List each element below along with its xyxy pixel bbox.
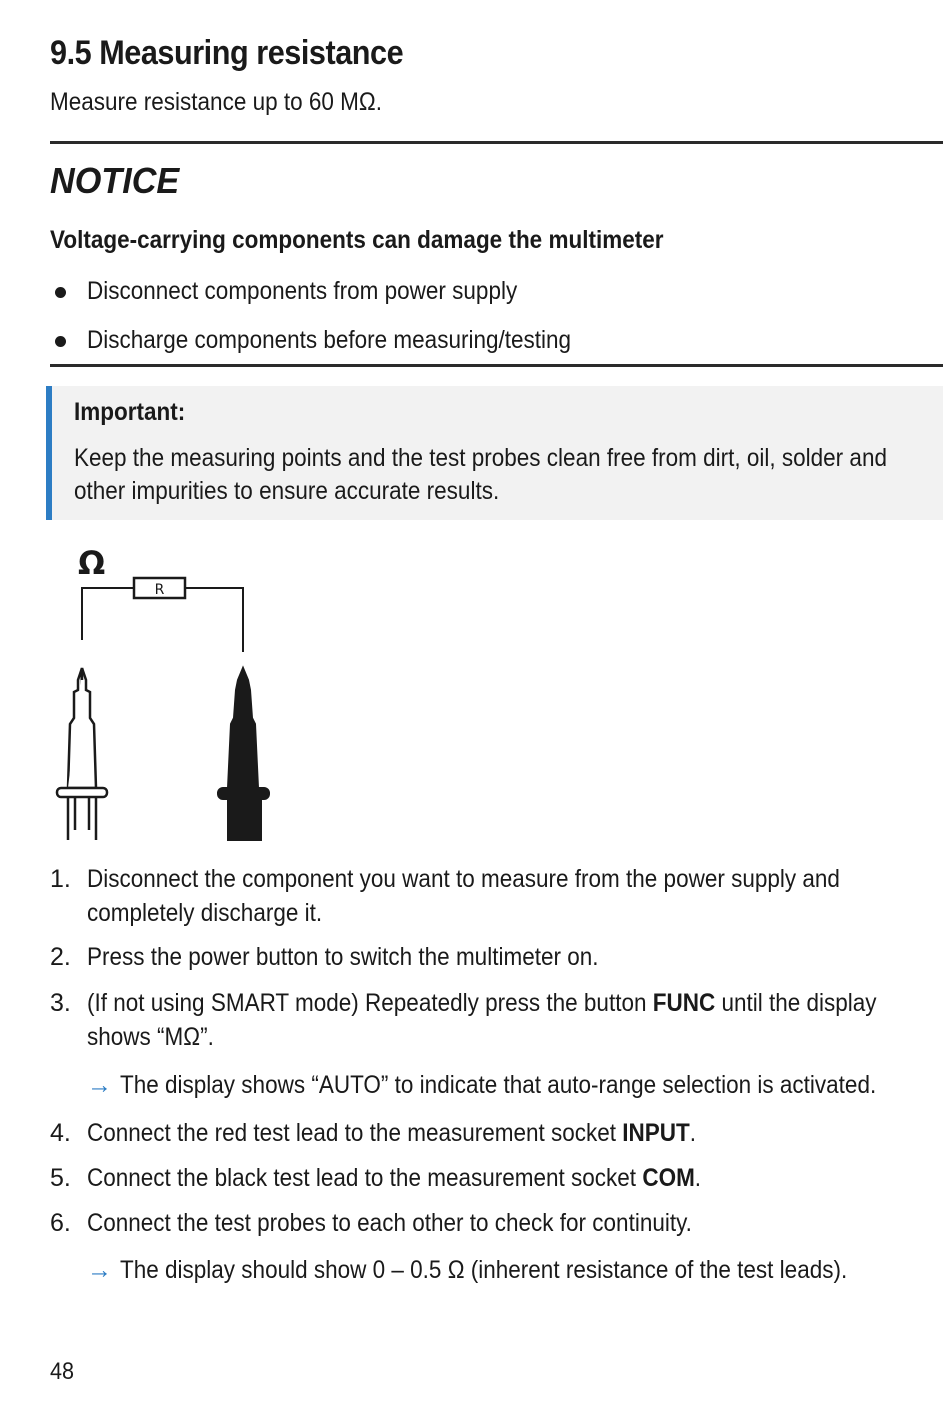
notice-bullet-text: Discharge components before measuring/testing [87,326,572,354]
step-text: Press the power button to switch the multimeter on. [87,943,599,971]
step-text [87,1161,942,1195]
result-text: The display should show 0 – 0.5 Ω (inherent resistance of the test leads). [120,1256,848,1284]
resistance-measurement-diagram [50,540,310,845]
section-title: 9.5 Measuring resistance [50,34,404,72]
right-arrow-icon: → [87,1256,112,1284]
step-text: Disconnect the component you want to measure from the power supply and completely discharge it. [87,865,840,927]
important-text: Keep the measuring points and the test probes clean free from dirt, oil, solder and other impurities to ensure accurate results. [74,444,887,505]
result-line [87,1071,950,1100]
input-socket-label: INPUT [622,1119,690,1147]
step-number: 1. [50,865,71,893]
step-number: 4. [50,1119,71,1147]
section-subtitle: Measure resistance up to 60 MΩ. [50,88,382,116]
step-text: Connect the test probes to each other to check for continuity. [87,1209,692,1237]
important-box [46,386,943,520]
right-arrow-icon: → [87,1071,112,1099]
notice-subheading: Voltage-carrying components can damage the multimeter [50,226,664,254]
step-text-part: Connect the black test lead to the measurement socket [87,1164,643,1192]
step-text-part: until the display shows “MΩ”. [87,989,877,1051]
bullet-icon [55,336,66,347]
ohm-symbol: Ω [78,544,106,582]
step-number: 2. [50,943,71,971]
resistor-label: R [154,582,165,598]
step-number: 6. [50,1209,71,1237]
step-number: 3. [50,989,71,1017]
black-test-probe-icon [218,668,269,840]
func-button-label: FUNC [652,989,716,1017]
step-text-part: (If not using SMART mode) Repeatedly press the button [87,989,653,1017]
notice-heading: NOTICE [50,160,180,201]
red-test-probe-icon [57,668,107,840]
notice-bullet-text: Disconnect components from power supply [87,277,518,305]
important-title: Important: [74,398,186,426]
page-number: 48 [50,1358,75,1385]
step-text [87,986,942,1054]
step-text-part: . [694,1164,702,1192]
bullet-icon [55,287,66,298]
com-socket-label: COM [642,1164,695,1192]
step-text-part: . [689,1119,697,1147]
result-text: The display shows “AUTO” to indicate that auto-range selection is activated. [120,1071,877,1099]
result-line [87,1256,928,1285]
step-number: 5. [50,1164,71,1192]
step-text-part: Connect the red test lead to the measurement socket [87,1119,623,1147]
notice-top-rule [50,141,943,144]
notice-bottom-rule [50,364,943,367]
step-text [87,1116,942,1150]
